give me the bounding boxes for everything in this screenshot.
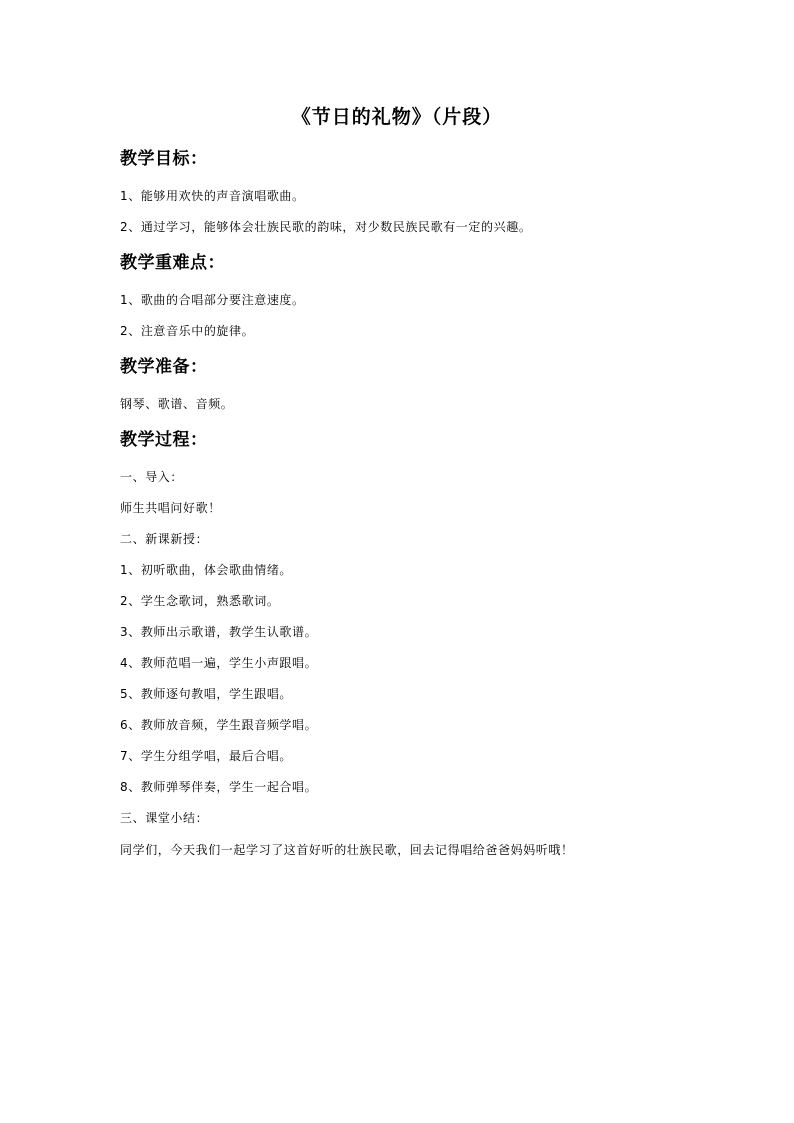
difficulty-item-2: 2、注意音乐中的旋律。 [120,324,255,338]
heading-preparation: 教学准备： [120,357,208,377]
process-item-step-6: 6、教师放音频，学生跟音频学唱。 [120,718,318,732]
process-item-step-8: 8、教师弹琴伴奏，学生一起合唱。 [120,780,318,794]
heading-key-difficulties: 教学重难点： [120,253,225,273]
process-item-summary-heading: 三、课堂小结： [120,811,209,825]
process-item-step-5: 5、教师逐句教唱，学生跟唱。 [120,687,293,701]
process-item-step-3: 3、教师出示歌谱，教学生认歌谱。 [120,625,318,639]
difficulty-item-1: 1、歌曲的合唱部分要注意速度。 [120,293,305,307]
process-item-intro-text: 师生共唱问好歌！ [120,501,221,515]
process-item-step-1: 1、初听歌曲，体会歌曲情绪。 [120,563,293,577]
process-item-intro-heading: 一、导入： [120,470,184,484]
process-item-step-2: 2、学生念歌词，熟悉歌词。 [120,594,280,608]
process-item-new-lesson-heading: 二、新课新授： [120,532,209,546]
heading-teaching-goals: 教学目标： [120,149,208,169]
process-item-step-7: 7、学生分组学唱，最后合唱。 [120,749,293,763]
goal-item-2: 2、通过学习，能够体会壮族民歌的韵味，对少数民族民歌有一定的兴趣。 [120,220,532,234]
process-item-step-4: 4、教师范唱一遍，学生小声跟唱。 [120,656,318,670]
preparation-item-1: 钢琴、歌谱、音频。 [120,397,234,411]
heading-teaching-process: 教学过程： [120,430,208,450]
process-item-summary-text: 同学们，今天我们一起学习了这首好听的壮族民歌，回去记得唱给爸爸妈妈听哦！ [120,843,574,857]
goal-item-1: 1、能够用欢快的声音演唱歌曲。 [120,189,305,203]
document-title: 《节日的礼物》（片段） [291,106,503,128]
